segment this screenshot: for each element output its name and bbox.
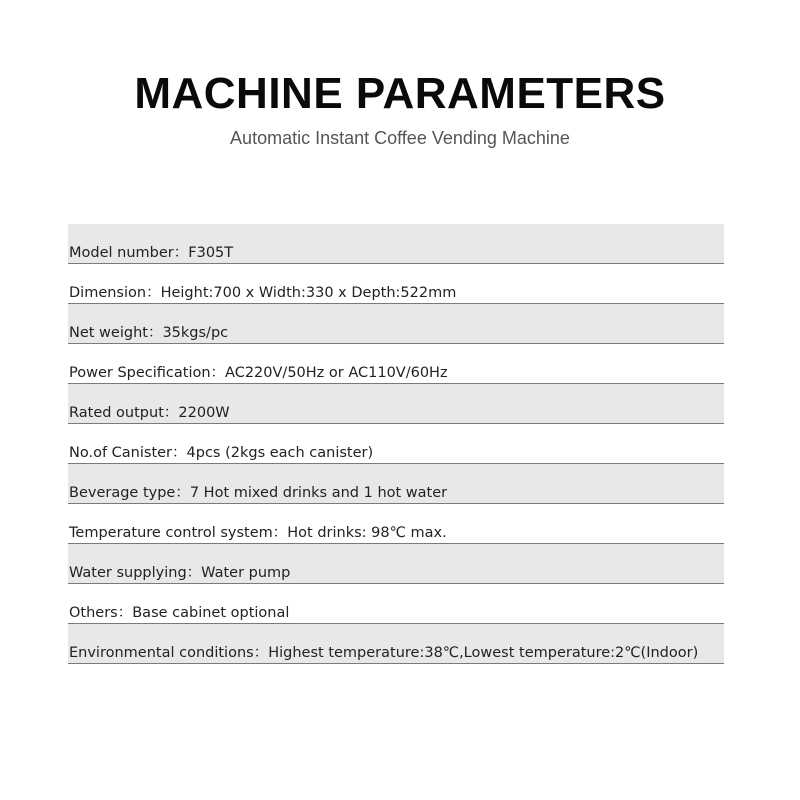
spec-row-rated-output [68, 384, 724, 424]
spec-list [68, 224, 724, 664]
spec-label: Rated output： [69, 405, 179, 421]
spec-text [69, 604, 289, 622]
spec-value: 35kgs/pc [162, 325, 229, 341]
spec-text [69, 324, 228, 342]
spec-row-others [68, 584, 724, 624]
spec-text [69, 364, 448, 382]
spec-label: No.of Canister： [69, 445, 187, 461]
spec-value: 4pcs (2kgs each canister) [186, 445, 374, 461]
spec-text [69, 564, 290, 582]
spec-text [69, 444, 373, 462]
spec-label: Power Specification： [69, 365, 226, 381]
spec-label: Others： [69, 605, 133, 621]
spec-label: Water supplying： [69, 565, 202, 581]
spec-text [69, 244, 233, 262]
spec-row-temperature-control [68, 504, 724, 544]
spec-text [69, 404, 230, 422]
spec-label: Dimension： [69, 285, 161, 301]
spec-value: Highest temperature:38℃,Lowest temperature:2℃(Indoor) [268, 645, 699, 661]
page-subtitle: Automatic Instant Coffee Vending Machine [230, 128, 570, 148]
spec-value: 2200W [178, 405, 230, 421]
spec-text [69, 484, 447, 502]
page-title: MACHINE PARAMETERS [134, 69, 666, 118]
spec-text [69, 524, 447, 542]
spec-row-environmental [68, 624, 724, 664]
spec-row-model [68, 224, 724, 264]
spec-row-dimension [68, 264, 724, 304]
spec-value: Hot drinks: 98℃ max. [287, 525, 447, 541]
spec-row-beverage-type [68, 464, 724, 504]
spec-label: Net weight： [69, 325, 163, 341]
spec-value: F305T [188, 245, 234, 261]
spec-label: Environmental conditions： [69, 645, 269, 661]
spec-row-power [68, 344, 724, 384]
spec-label: Temperature control system： [69, 525, 288, 541]
spec-label: Model number： [69, 245, 189, 261]
spec-label: Beverage type： [69, 485, 190, 501]
spec-value: 7 Hot mixed drinks and 1 hot water [189, 485, 448, 501]
spec-row-water-supplying [68, 544, 724, 584]
spec-text [69, 644, 698, 662]
spec-text [69, 284, 456, 302]
spec-value: Height:700 x Width:330 x Depth:522mm [160, 285, 457, 301]
spec-value: Base cabinet optional [132, 605, 290, 621]
spec-row-net-weight [68, 304, 724, 344]
spec-value: AC220V/50Hz or AC110V/60Hz [225, 365, 448, 381]
spec-value: Water pump [201, 565, 291, 581]
spec-row-canister [68, 424, 724, 464]
